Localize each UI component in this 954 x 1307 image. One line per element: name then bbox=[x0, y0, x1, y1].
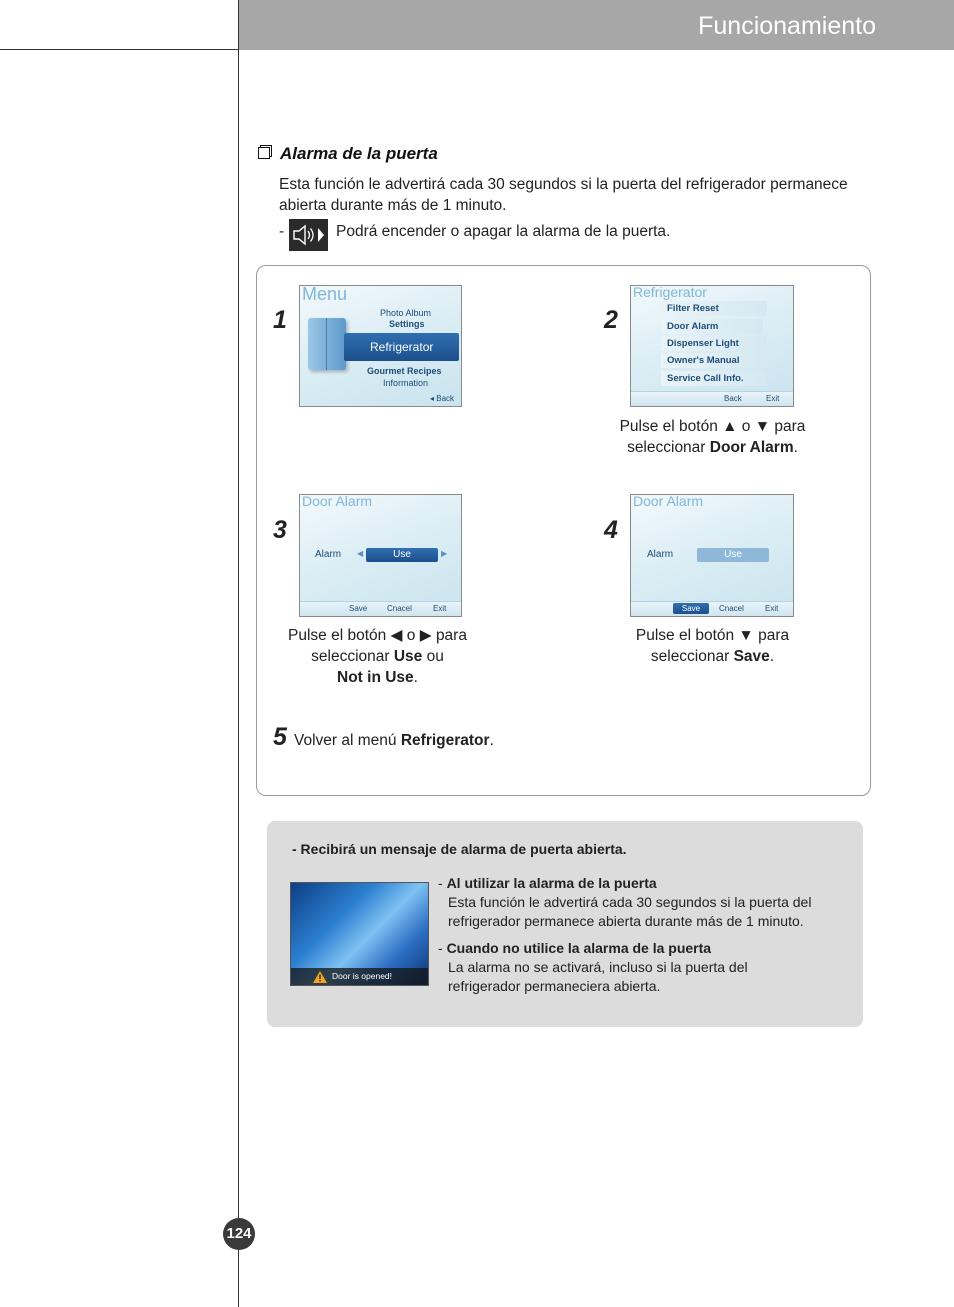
step-5-text: Volver al menú Refrigerator. bbox=[294, 732, 494, 749]
step-number-4: 4 bbox=[604, 516, 618, 544]
right-arrow-icon: ▶ bbox=[441, 549, 448, 558]
item-owners-manual: Owner's Manual bbox=[661, 353, 767, 368]
caption-step-2-line-2: seleccionar Door Alarm. bbox=[627, 439, 798, 456]
page-title: Funcionamiento bbox=[698, 12, 876, 40]
caption-step-4-line-2: seleccionar Save. bbox=[650, 648, 775, 665]
screen-bottom-bar bbox=[300, 601, 461, 616]
warning-icon bbox=[313, 970, 327, 986]
cancel-label: Cnacel bbox=[387, 604, 412, 613]
alarm-label: Alarm bbox=[647, 549, 674, 560]
menu-item-information: Information bbox=[383, 378, 429, 388]
menu-item-settings: Settings bbox=[389, 319, 425, 329]
item-dispenser-light: Dispenser Light bbox=[661, 336, 767, 351]
item-filter-reset: Filter Reset bbox=[661, 301, 767, 316]
item-door-alarm-selected: Door Alarm bbox=[661, 319, 763, 334]
note-item-1-line-2: refrigerador permanece abierta durante más de 1 minuto. bbox=[448, 913, 804, 929]
note-item-2-line-2: refrigerador permaneciera abierta. bbox=[448, 978, 661, 994]
screen-title: Door Alarm bbox=[302, 494, 373, 509]
menu-item-refrigerator: Refrigerator bbox=[370, 340, 434, 354]
screen-door-alarm-2 bbox=[630, 494, 794, 617]
door-alarm-bold: Door Alarm bbox=[709, 439, 794, 456]
fridge-icon bbox=[308, 318, 346, 370]
screen-refrigerator bbox=[630, 285, 794, 407]
back-label: ◂ Back bbox=[430, 394, 455, 403]
use-value-selected: Use bbox=[366, 548, 438, 562]
note-item-1-line-1: Esta función le advertirá cada 30 segundos si la puerta del bbox=[448, 894, 812, 910]
exit-label: Exit bbox=[766, 394, 780, 403]
caption-step-4 bbox=[600, 625, 825, 667]
alarm-label: Alarm bbox=[315, 549, 342, 560]
caption-step-4-line-1: Pulse el botón ▼ para bbox=[635, 627, 790, 644]
caption-step-3 bbox=[265, 625, 490, 688]
caption-step-3-line-3: Not in Use. bbox=[337, 669, 418, 686]
cancel-label: Cnacel bbox=[719, 604, 744, 613]
exit-label: Exit bbox=[765, 604, 779, 613]
margin-rule bbox=[238, 0, 239, 1307]
caption-step-2 bbox=[600, 416, 825, 458]
door-opened-screenshot bbox=[290, 882, 429, 986]
refrigerator-bold: Refrigerator bbox=[400, 732, 490, 749]
caption-step-3-line-1: Pulse el botón ◀ o ▶ para bbox=[288, 627, 467, 644]
checkbox-bullet-icon bbox=[258, 147, 270, 159]
save-label: Save bbox=[349, 604, 368, 613]
note-heading: - Recibirá un mensaje de alarma de puerta abierta. bbox=[292, 841, 627, 857]
menu-item-refrigerator-selected bbox=[344, 333, 459, 361]
intro-line-2: abierta durante más de 1 minuto. bbox=[279, 197, 507, 214]
use-bold: Use bbox=[393, 648, 423, 665]
screen-bottom-bar bbox=[631, 601, 793, 616]
screen-title: Refrigerator bbox=[633, 285, 707, 300]
header-rule bbox=[0, 49, 239, 50]
screen-title: Menu bbox=[302, 285, 348, 304]
icon-dash: - bbox=[279, 223, 285, 240]
section-title-text: Alarma de la puerta bbox=[280, 144, 438, 163]
caption-step-2-line-1: Pulse el botón ▲ o ▼ para bbox=[619, 418, 806, 435]
screen-title: Door Alarm bbox=[633, 494, 704, 509]
save-bold: Save bbox=[733, 648, 770, 665]
page-number: 124 bbox=[223, 1218, 255, 1250]
step-number-3: 3 bbox=[273, 516, 287, 544]
note-item-1-title: - Al utilizar la alarma de la puerta bbox=[438, 875, 657, 891]
menu-item-photo-album: Photo Album bbox=[380, 308, 432, 318]
note-item-2-line-1: La alarma no se activará, incluso si la puerta del bbox=[448, 959, 748, 975]
use-value: Use bbox=[697, 548, 769, 562]
step-number-1: 1 bbox=[273, 306, 287, 334]
step-number-5: 5 bbox=[273, 723, 287, 751]
section-title bbox=[258, 144, 438, 164]
exit-label: Exit bbox=[433, 604, 447, 613]
item-service-call: Service Call Info. bbox=[661, 371, 767, 386]
intro-line-1: Esta función le advertirá cada 30 segundos si la puerta del refrigerador permanece bbox=[279, 176, 848, 193]
door-msg: Door is opened! bbox=[332, 971, 393, 981]
icon-description: Podrá encender o apagar la alarma de la puerta. bbox=[336, 223, 671, 240]
caption-step-3-line-2: seleccionar Use ou bbox=[311, 648, 444, 665]
step-number-2: 2 bbox=[604, 306, 618, 334]
screen-bottom-bar bbox=[631, 391, 793, 406]
back-label: Back bbox=[724, 394, 742, 403]
menu-item-gourmet: Gourmet Recipes bbox=[367, 366, 442, 376]
door-msg-bar bbox=[291, 968, 428, 985]
save-label-selected: Save bbox=[673, 603, 709, 614]
left-arrow-icon: ◀ bbox=[357, 549, 364, 558]
screen-door-alarm-1 bbox=[299, 494, 462, 617]
not-in-use-bold: Not in Use bbox=[337, 669, 414, 686]
sound-button-icon bbox=[289, 219, 328, 251]
screen-menu bbox=[299, 285, 462, 407]
note-item-2-title: - Cuando no utilice la alarma de la puerta bbox=[438, 940, 712, 956]
